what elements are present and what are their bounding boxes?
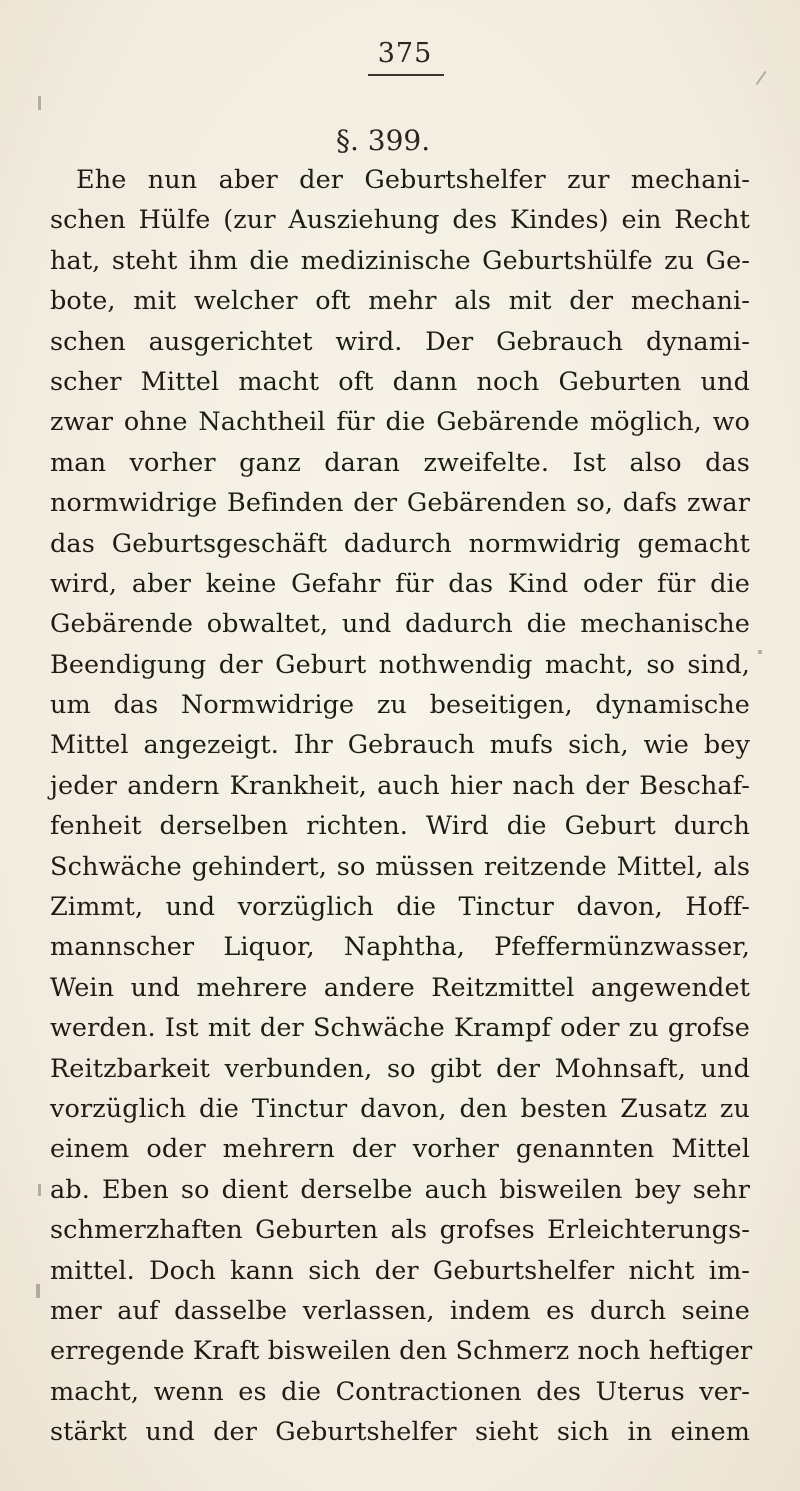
- body-text: [50, 160, 753, 1453]
- text-line: hat, steht ihm die medizinische Geburtshülfe zu Ge-: [50, 245, 750, 276]
- section-heading: §. 399.: [336, 124, 431, 157]
- page-number: 375: [377, 38, 433, 69]
- text-line: erregende Kraft bisweilen den Schmerz noch heftiger: [50, 1336, 753, 1367]
- text-line: fenheit derselben richten. Wird die Geburt durch: [50, 811, 750, 842]
- text-line: bote, mit welcher oft mehr als mit der mechani-: [50, 286, 750, 317]
- text-line: man vorher ganz daran zweifelte. Ist also das: [50, 447, 750, 478]
- text-line: zwar ohne Nachtheil für die Gebärende möglich, wo: [50, 407, 750, 438]
- scan-speck: [758, 650, 762, 654]
- text-line: schen ausgerichtet wird. Der Gebrauch dynami-: [50, 326, 750, 357]
- text-line: Beendigung der Geburt nothwendig macht, so sind,: [50, 649, 750, 680]
- text-line: stärkt und der Geburtshelfer sieht sich in einem: [50, 1417, 750, 1448]
- text-line: Wein und mehrere andere Reitzmittel angewendet: [50, 972, 750, 1003]
- scan-speck: [38, 1184, 41, 1196]
- text-line: normwidrige Befinden der Gebärenden so, dafs zwar: [50, 488, 750, 519]
- text-line: ab. Eben so dient derselbe auch bisweilen bey sehr: [50, 1174, 750, 1205]
- header-rule: [368, 74, 444, 76]
- text-line: jeder andern Krankheit, auch hier nach der Beschaf-: [50, 770, 750, 801]
- text-line: scher Mittel macht oft dann noch Geburten und: [50, 366, 750, 397]
- text-line: Zimmt, und vorzüglich die Tinctur davon, Hoff-: [50, 892, 750, 923]
- text-line: einem oder mehrern der vorher genannten Mittel: [50, 1134, 750, 1165]
- text-line: vorzüglich die Tinctur davon, den besten Zusatz zu: [50, 1093, 750, 1124]
- text-line: Gebärende obwaltet, und dadurch die mechanische: [50, 609, 750, 640]
- text-line: mer auf dasselbe verlassen, indem es durch seine: [50, 1295, 750, 1326]
- text-line: mannscher Liquor, Naphtha, Pfeffermünzwasser,: [50, 932, 750, 963]
- text-line: Schwäche gehindert, so müssen reitzende Mittel, als: [50, 851, 750, 882]
- scan-speck: [38, 96, 41, 110]
- text-line: um das Normwidrige zu beseitigen, dynamische: [50, 690, 750, 721]
- text-line: werden. Ist mit der Schwäche Krampf oder zu grofse: [50, 1013, 750, 1044]
- text-line: schmerzhaften Geburten als grofses Erleichterungs-: [50, 1215, 750, 1246]
- text-line: das Geburtsgeschäft dadurch normwidrig gemacht: [50, 528, 750, 559]
- text-line: wird, aber keine Gefahr für das Kind oder für die: [50, 568, 750, 599]
- text-line: schen Hülfe (zur Ausziehung des Kindes) ein Recht: [50, 205, 750, 236]
- scan-speck: [756, 71, 767, 85]
- text-line: macht, wenn es die Contractionen des Uterus ver-: [50, 1376, 750, 1407]
- text-line: Mittel angezeigt. Ihr Gebrauch mufs sich, wie bey: [50, 730, 750, 761]
- text-line: Reitzbarkeit verbunden, so gibt der Mohnsaft, und: [50, 1053, 750, 1084]
- text-line: Ehe nun aber der Geburtshelfer zur mechani-: [76, 165, 750, 195]
- scan-speck: [36, 1284, 40, 1298]
- text-line: mittel. Doch kann sich der Geburtshelfer nicht im-: [50, 1255, 750, 1286]
